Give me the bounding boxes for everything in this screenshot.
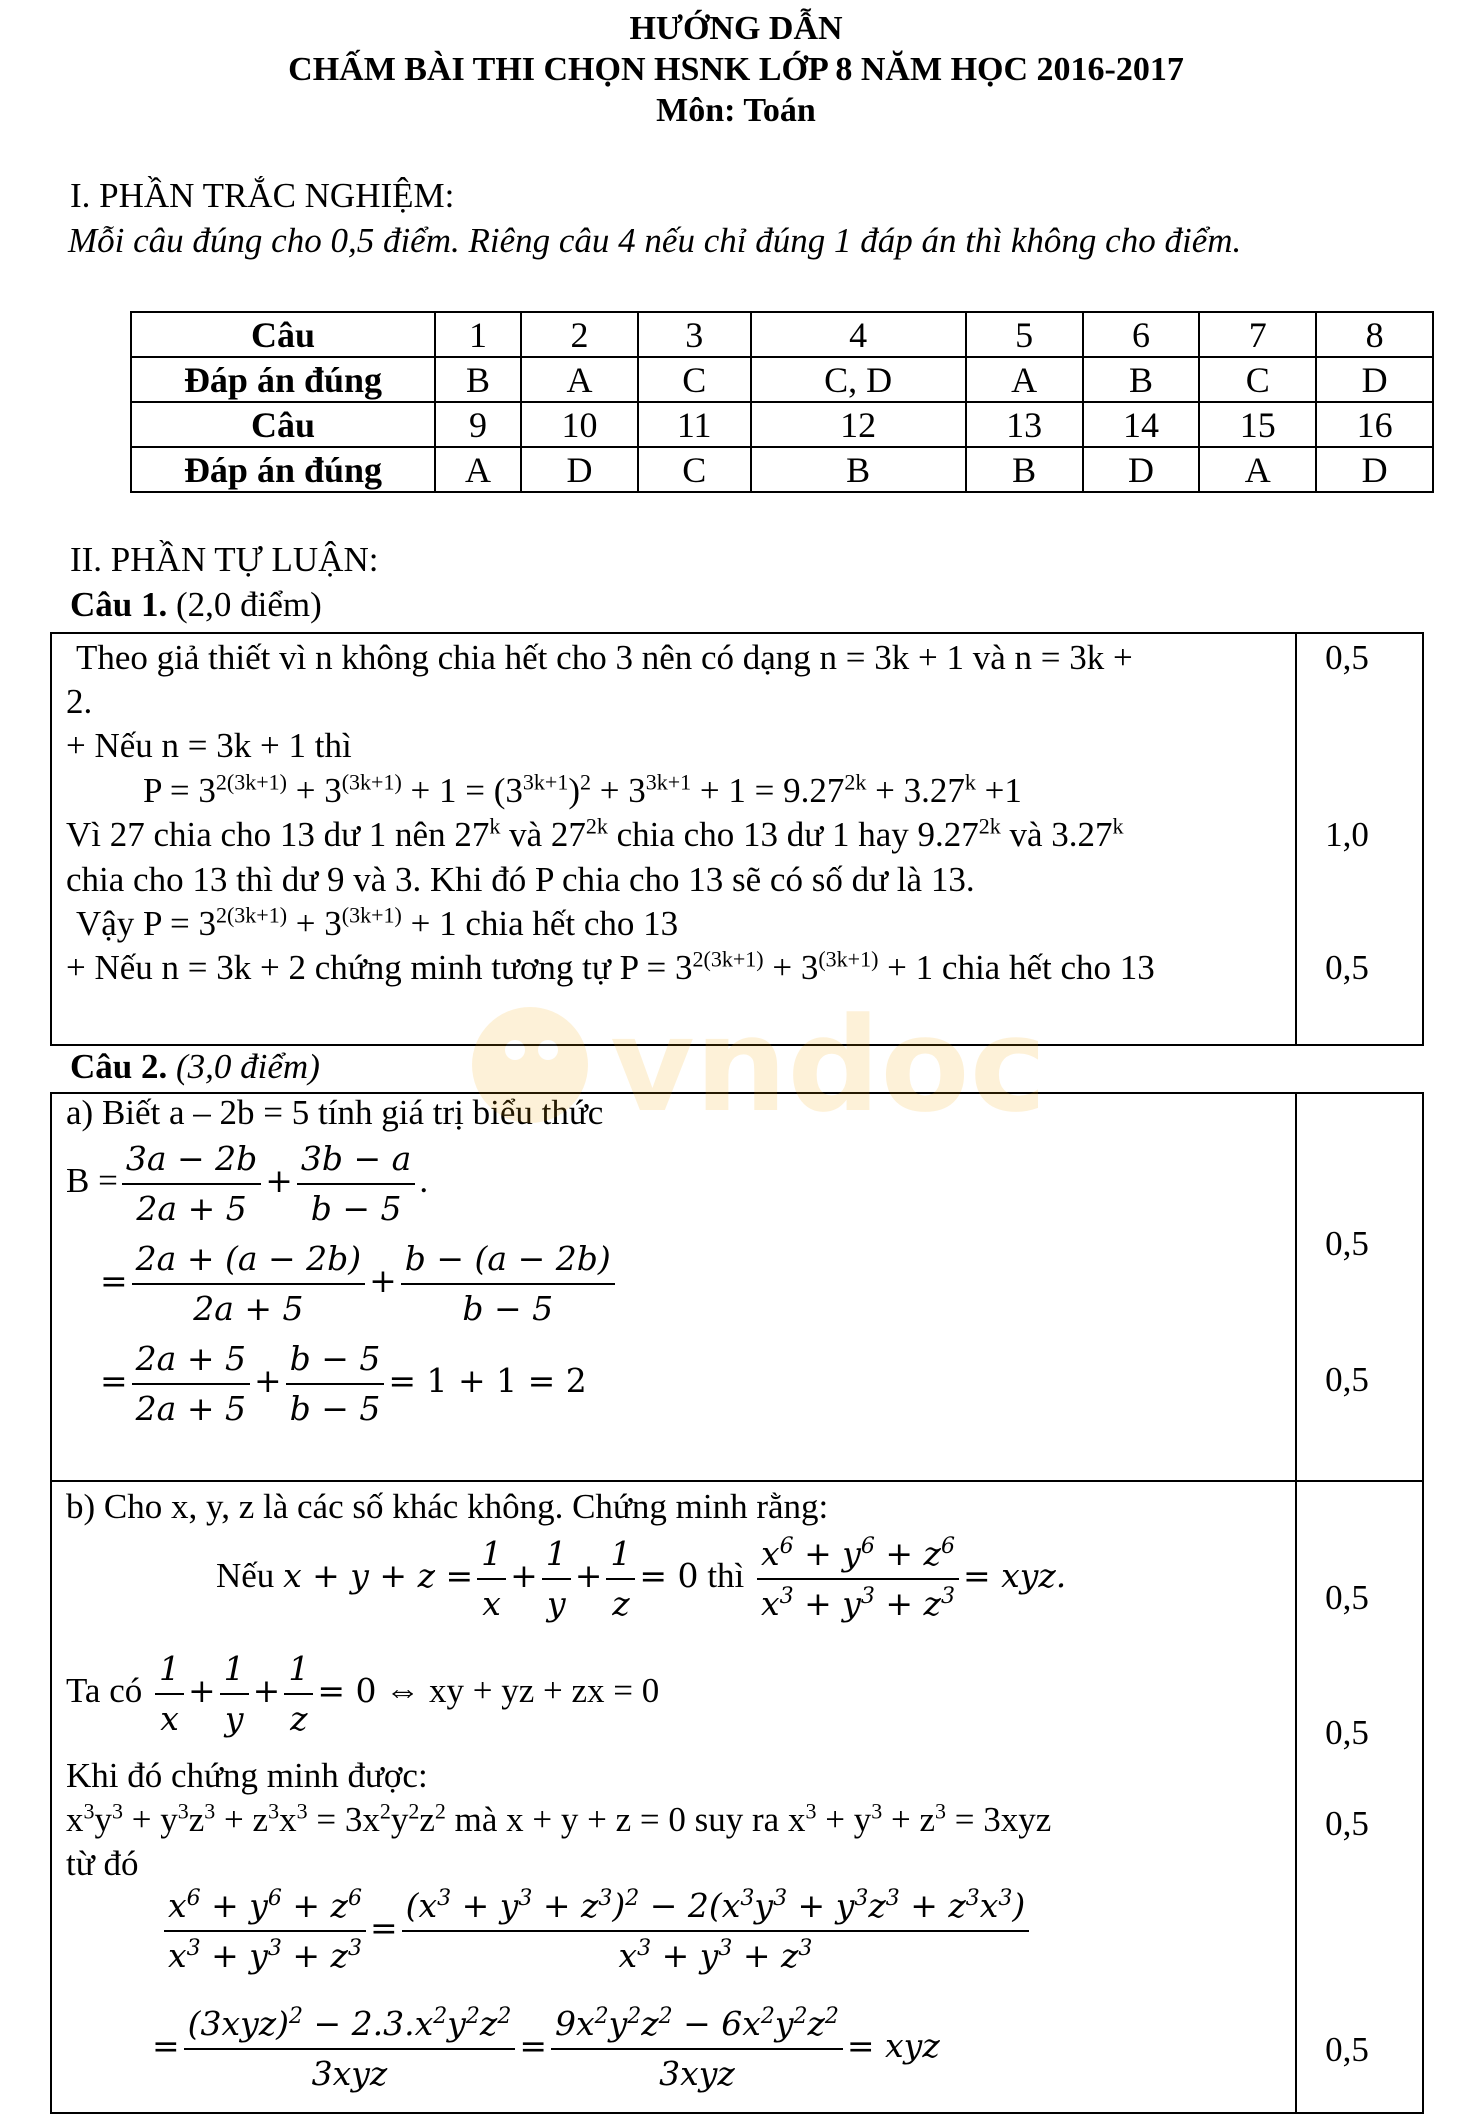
- answer-cell: A: [966, 357, 1083, 402]
- q2b-khido: Khi đó chứng minh được:: [66, 1756, 428, 1795]
- q2-heading: [70, 1047, 320, 1087]
- q1-points: (2,0 điểm): [176, 585, 322, 624]
- answer-cell: 16: [1316, 402, 1433, 447]
- q2a-step-2: = $\frac{2a + 5}{2a + 5}$ + $\frac{b - 5}{b - 5}$ = 1 + 1 = 2: [100, 1335, 587, 1433]
- answer-row-label: Câu: [131, 402, 435, 447]
- answer-row: [131, 402, 1433, 447]
- q1-line7: + Nếu n = 3k + 2 chứng minh tương tự $P = 3^{2(3k+1)} + 3^{(3k+1)} + 1$ chia hết cho 13: [66, 946, 1155, 987]
- q2b-score-1: 0,5: [1325, 1578, 1369, 1617]
- q1-score-1: 0,5: [1325, 638, 1369, 677]
- q2b-identity: $x^3y^3 + y^3z^3 + z^3x^3 = 3x^2y^2z^2$ mà x + y + z = 0 suy ra $x^3 + y^3 + z^3 = 3xyz$: [66, 1798, 1052, 1839]
- answer-cell: 14: [1083, 402, 1200, 447]
- answer-cell: B: [751, 447, 966, 492]
- answer-cell: 13: [966, 402, 1083, 447]
- part1-title: I. PHẦN TRẮC NGHIỆM:: [70, 176, 455, 215]
- q2b-derivation-2: = $\frac{(3xyz)^2 - 2.3.x^2y^2z^2}{\text{3xyz}}$ = $\frac{9x^2y^2z^2 - 6x^2y^2z^2}{\text{3xyz}}$ = xyz: [152, 2000, 940, 2098]
- q1-score-2: 1,0: [1325, 815, 1369, 854]
- q2a-text: a) Biết a – 2b = 5 tính giá trị biểu thức: [66, 1093, 604, 1132]
- answer-cell: 7: [1199, 312, 1316, 357]
- q2b-score-4: 0,5: [1325, 2030, 1369, 2069]
- q2a-score-2: 0,5: [1325, 1360, 1369, 1399]
- answer-cell: 6: [1083, 312, 1200, 357]
- answer-cell: D: [521, 447, 638, 492]
- answer-cell: B: [966, 447, 1083, 492]
- q1-score-3: 0,5: [1325, 948, 1369, 987]
- doc-subtitle: CHẤM BÀI THI CHỌN HSNK LỚP 8 NĂM HỌC 2016-2017: [288, 51, 1184, 88]
- q1-line4: Vì 27 chia cho 13 dư 1 nên 27$^k$ và $27^{2k}$ chia cho 13 dư 1 hay $9.27^{2k}$ và 3.27$^k$: [66, 813, 1124, 854]
- q2-points: (3,0 điểm): [176, 1047, 320, 1086]
- answer-row: [131, 312, 1433, 357]
- answer-cell: B: [1083, 357, 1200, 402]
- answer-cell: A: [435, 447, 521, 492]
- q1-line5: chia cho 13 thì dư 9 và 3. Khi đó P chia cho 13 sẽ có số dư là 13.: [66, 860, 975, 899]
- answer-cell: 4: [751, 312, 966, 357]
- q2a-expr-b: B = $\frac{3a - 2b}{2a + 5}$ + $\frac{3b - a}{b - 5}$ .: [66, 1135, 428, 1233]
- part2-title: II. PHẦN TỰ LUẬN:: [70, 540, 379, 579]
- answer-cell: D: [1316, 447, 1433, 492]
- answer-cell: 10: [521, 402, 638, 447]
- answer-table: [130, 311, 1434, 493]
- q1-label: Câu 1.: [70, 585, 168, 624]
- answer-cell: 11: [638, 402, 751, 447]
- q2b-text: b) Cho x, y, z là các số khác không. Chứng minh rằng:: [66, 1487, 829, 1526]
- q2-label: Câu 2.: [70, 1047, 168, 1086]
- answer-cell: D: [1316, 357, 1433, 402]
- answer-row: [131, 357, 1433, 402]
- answer-row: [131, 447, 1433, 492]
- answer-cell: C: [638, 357, 751, 402]
- answer-cell: C, D: [751, 357, 966, 402]
- answer-cell: A: [521, 357, 638, 402]
- q1-heading: [70, 585, 322, 625]
- q2b-score-3: 0,5: [1325, 1804, 1369, 1843]
- watermark-text: vndoc: [610, 990, 1047, 1140]
- answer-row-label: Đáp án đúng: [131, 357, 435, 402]
- answer-cell: 3: [638, 312, 751, 357]
- answer-cell: 9: [435, 402, 521, 447]
- doc-title: HƯỚNG DẪN: [629, 10, 843, 47]
- q1-line3: + Nếu n = 3k + 1 thì: [66, 726, 352, 765]
- q2b-tudo: từ đó: [66, 1844, 139, 1883]
- answer-cell: D: [1083, 447, 1200, 492]
- answer-cell: 2: [521, 312, 638, 357]
- part1-note: Mỗi câu đúng cho 0,5 điểm. Riêng câu 4 nếu chỉ đúng 1 đáp án thì không cho điểm.: [68, 221, 1242, 260]
- answer-cell: 15: [1199, 402, 1316, 447]
- answer-cell: A: [1199, 447, 1316, 492]
- answer-cell: 12: [751, 402, 966, 447]
- answer-cell: 8: [1316, 312, 1433, 357]
- q2b-statement: Nếu x + y + z = $\frac{1}{x}$ + $\frac{1}{y}$ + $\frac{1}{z}$ = 0 thì $\frac{x^6 + y^6 + z^6}{x^3 + y^3 + z^3}$ = xyz.: [216, 1530, 1066, 1628]
- answer-row-label: Câu: [131, 312, 435, 357]
- q1-line2: 2.: [66, 682, 93, 721]
- answer-cell: C: [638, 447, 751, 492]
- answer-cell: 5: [966, 312, 1083, 357]
- doc-subject: Môn: Toán: [656, 92, 816, 129]
- q1-line1: Theo giả thiết vì n không chia hết cho 3 nên có dạng n = 3k + 1 và n = 3k +: [76, 638, 1133, 677]
- q2b-score-2: 0,5: [1325, 1713, 1369, 1752]
- q2b-derivation-1: $\frac{x^6 + y^6 + z^6}{x^3 + y^3 + z^3}$ = $\frac{(x^3 + y^3 + z^3)^2 - 2(x^3y^3 + y^3z^3 + z^3x^3)}{x^3 + y^3 + z^3}$: [160, 1882, 1033, 1980]
- q2a-step-1: = $\frac{2a + (a - 2b)}{2a + 5}$ + $\frac{b - (a - 2b)}{b - 5}$: [100, 1235, 619, 1333]
- q1-formula-p: $P = 3^{2(3k+1)} + 3^{(3k+1)} + 1 = (3^{3k+1})^2 + 3^{3k+1} + 1 = 9.27^{2k} + 3.27^k +1$: [143, 769, 1022, 810]
- q1-line6: Vậy $P = 3^{2(3k+1)} + 3^{(3k+1)} + 1$ chia hết cho 13: [76, 902, 679, 943]
- q2a-score-1: 0,5: [1325, 1224, 1369, 1263]
- answer-cell: C: [1199, 357, 1316, 402]
- q2b-taco: Ta có $\frac{1}{x}$ + $\frac{1}{y}$ + $\frac{1}{z}$ = 0 ⇔ xy + yz + zx = 0: [66, 1645, 659, 1743]
- answer-cell: B: [435, 357, 521, 402]
- answer-cell: 1: [435, 312, 521, 357]
- answer-row-label: Đáp án đúng: [131, 447, 435, 492]
